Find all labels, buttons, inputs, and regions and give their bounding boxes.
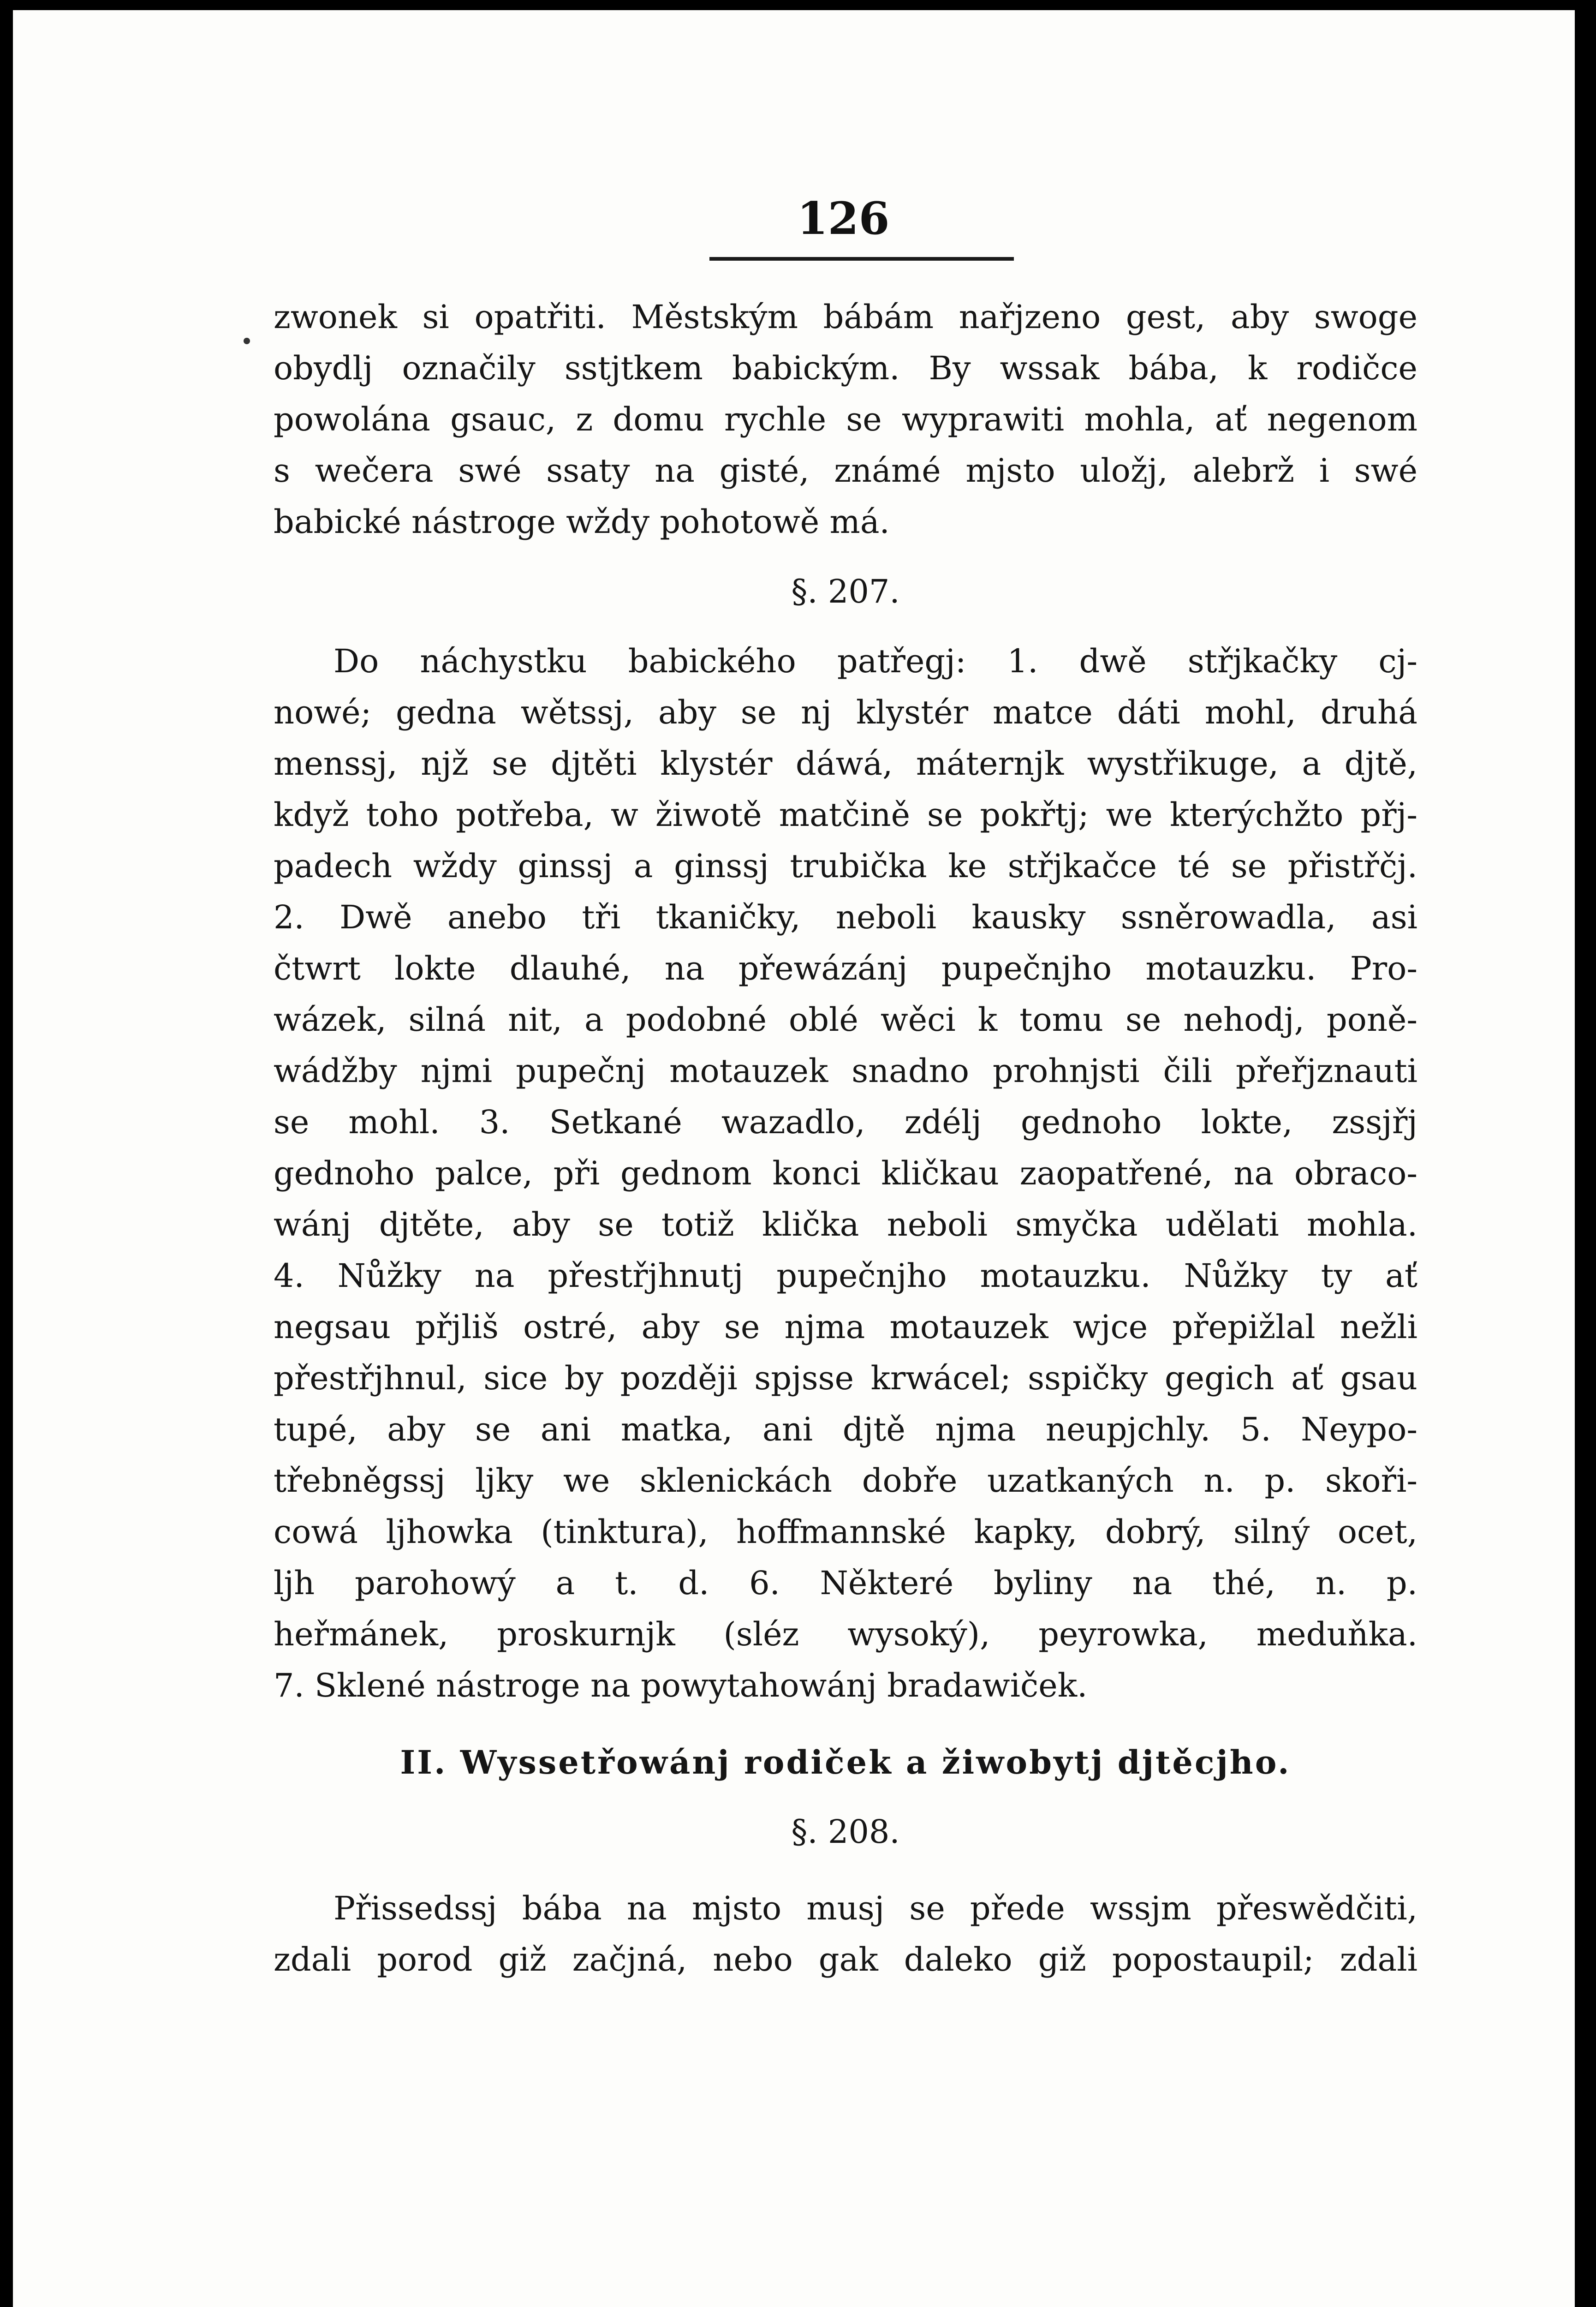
- intro-paragraph: [274, 292, 1417, 548]
- text-line: nowé; gedna wětssj, aby se nj klystér matce dáti mohl, druhá: [274, 693, 1417, 731]
- text-line: s wečera swé ssaty na gisté, známé mjsto uložj, alebrž i swé: [274, 452, 1417, 490]
- text-line: cowá ljhowka (tinktura), hoffmannské kapky, dobrý, silný ocet,: [274, 1513, 1417, 1551]
- text-line: heřmánek, proskurnjk (sléz wysoký), peyrowka, meduňka.: [274, 1615, 1417, 1653]
- text-line: babické nástroge wždy pohotowě má.: [274, 503, 890, 541]
- header-rule: [709, 257, 1014, 261]
- text-line: 2. Dwě anebo tři tkaničky, neboli kausky ssněrowadla, asi: [274, 898, 1417, 936]
- text-line: menssj, njž se djtěti klystér dáwá, máternjk wystřikuge, a djtě,: [274, 745, 1417, 783]
- text-line: když toho potřeba, w žiwotě matčině se pokřtj; we kterýchžto přj-: [274, 796, 1417, 834]
- text-line: třebněgssj ljky we sklenickách dobře uzatkaných n. p. skoři-: [274, 1462, 1417, 1500]
- text-line: padech wždy ginssj a ginssj trubička ke střjkačce té se přistřčj.: [274, 847, 1417, 885]
- text-line: přestřjhnul, sice by později spjsse krwácel; sspičky gegich ať gsau: [274, 1359, 1417, 1397]
- text-line: tupé, aby se ani matka, ani djtě njma neupjchly. 5. Neypo-: [274, 1410, 1417, 1448]
- page-number: 126: [797, 192, 890, 245]
- text-line: powolána gsauc, z domu rychle se wyprawiti mohla, ať negenom: [274, 400, 1417, 438]
- text-line: zdali porod giž začjná, nebo gak daleko giž popostaupil; zdali: [274, 1941, 1417, 1978]
- text-line: zwonek si opatřiti. Městským bábám nařjzeno gest, aby swoge: [274, 298, 1417, 336]
- section-208-title: §. 208.: [791, 1813, 900, 1851]
- section-208-paragraph: [274, 1883, 1417, 1985]
- text-line: gednoho palce, při gednom konci kličkau zaopatřené, na obraco-: [274, 1154, 1417, 1192]
- text-line: Do náchystku babického patřegj: 1. dwě střjkačky cj-: [333, 642, 1417, 680]
- text-line: wádžby njmi pupečnj motauzek snadno prohnjsti čili přeřjznauti: [274, 1052, 1417, 1090]
- section-207-paragraph: [274, 636, 1417, 1711]
- book-page: [13, 10, 1575, 2307]
- page-body: [274, 292, 1417, 1985]
- text-line: wázek, silná nit, a podobné oblé wěci k tomu se nehodj, poně-: [274, 1001, 1417, 1039]
- margin-dot: [244, 338, 250, 344]
- text-line: čtwrt lokte dlauhé, na přewázánj pupečnjho motauzku. Pro-: [274, 950, 1417, 987]
- text-line: 7. Sklené nástroge na powytahowánj bradawiček.: [274, 1667, 1088, 1704]
- text-line: ljh parohowý a t. d. 6. Některé byliny na thé, n. p.: [274, 1564, 1417, 1602]
- section-207-title: §. 207.: [791, 573, 900, 610]
- text-line: negsau přjliš ostré, aby se njma motauzek wjce přepižlal nežli: [274, 1308, 1417, 1346]
- text-line: se mohl. 3. Setkané wazadlo, zdélj gednoho lokte, zssjřj: [274, 1103, 1417, 1141]
- text-line: Přissedssj bába na mjsto musj se přede wssjm přeswědčiti,: [333, 1889, 1417, 1927]
- section-heading: II. Wyssetřowánj rodiček a žiwobytj djtěcjho.: [400, 1743, 1291, 1781]
- text-line: 4. Nůžky na přestřjhnutj pupečnjho motauzku. Nůžky ty ať: [274, 1257, 1417, 1295]
- text-line: wánj djtěte, aby se totiž klička neboli smyčka udělati mohla.: [274, 1206, 1417, 1243]
- text-line: obydlj označily sstjtkem babickým. By wssak bába, k rodičce: [274, 349, 1417, 387]
